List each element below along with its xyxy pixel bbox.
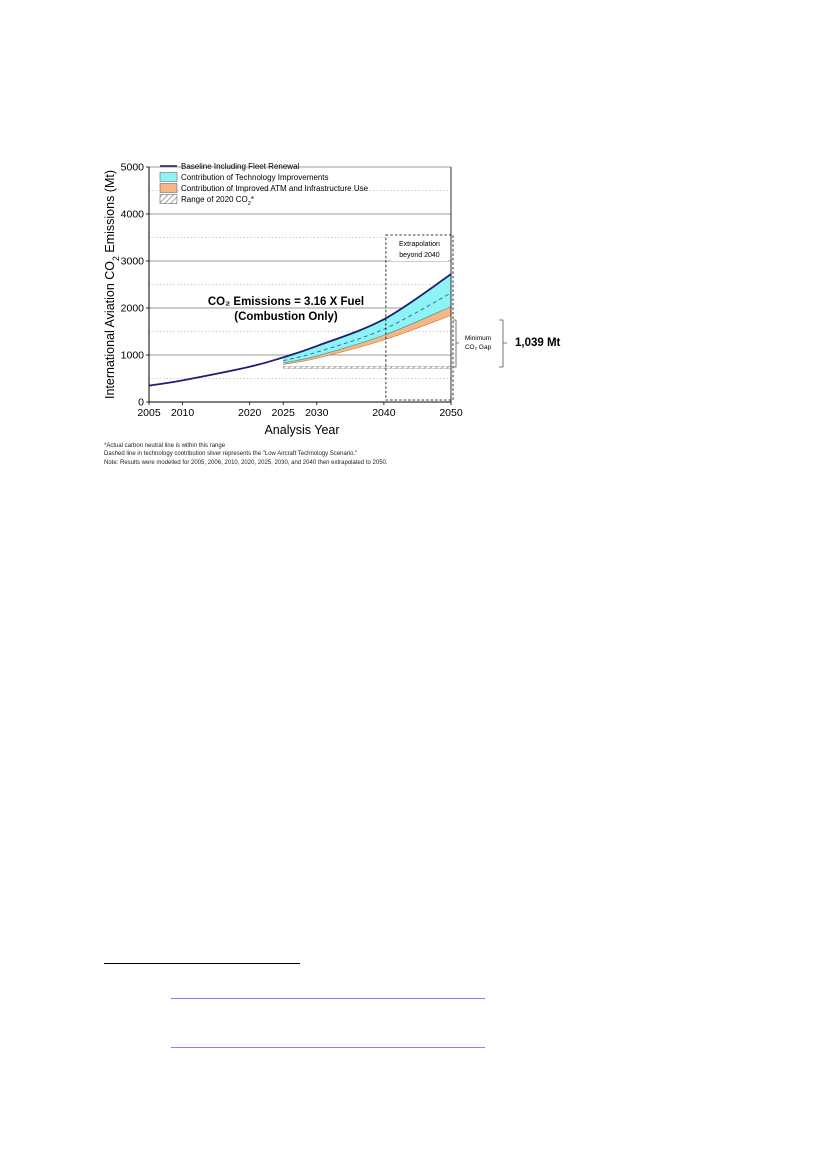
x-tick-label: 2030 xyxy=(305,407,329,419)
hyperlink-underline[interactable] xyxy=(171,1047,485,1048)
legend-swatch-box xyxy=(160,173,177,182)
x-axis-title: Analysis Year xyxy=(264,423,340,437)
chart-legend xyxy=(160,162,369,207)
legend-swatch-box xyxy=(160,184,177,193)
gap-value-label: 1,039 Mt xyxy=(515,337,561,349)
x-tick-label: 2020 xyxy=(237,407,262,419)
y-tick-label: 4000 xyxy=(120,208,144,221)
legend-label: Contribution of Technology Improvements xyxy=(181,173,329,182)
y-tick-label: 3000 xyxy=(120,255,144,268)
gap-bracket-large xyxy=(499,320,507,367)
chart-annotations xyxy=(208,235,561,400)
y-tick-label: 1000 xyxy=(120,349,144,362)
x-tick-label: 2040 xyxy=(372,407,396,419)
extrapolation-label: Extrapolation xyxy=(399,241,440,248)
min-gap-label: CO₂ Gap xyxy=(464,344,492,351)
legend-label: Baseline Including Fleet Renewal xyxy=(181,162,300,171)
gap-bracket-small xyxy=(453,320,459,367)
y-axis-title: International Aviation $CO_2$ Emissions (Mt) xyxy=(103,169,121,400)
x-tick-label: 2005 xyxy=(137,407,161,419)
co2-factor-annotation: CO₂ Emissions = 3.16 X Fuel xyxy=(207,296,365,308)
hyperlink-underline[interactable] xyxy=(171,998,485,999)
footnote-line: Dashed line in technology contribution sliver represents the "Low Aircraft Technology Scenario." xyxy=(104,451,358,458)
x-tick-label: 2025 xyxy=(271,407,295,419)
co2-factor-annotation: (Combustion Only) xyxy=(234,311,338,323)
x-tick-label: 2050 xyxy=(439,407,463,419)
extrapolation-label: beyond 2040 xyxy=(399,252,440,259)
y-tick-label: 0 xyxy=(138,396,144,409)
y-tick-label: 5000 xyxy=(120,161,144,174)
footnote-line: *Actual carbon neutral line is within this range xyxy=(104,443,226,449)
footnote-separator xyxy=(104,963,300,964)
min-gap-label: Minimum xyxy=(464,335,492,342)
x-tick-label: 2010 xyxy=(170,407,195,419)
range-2020-band xyxy=(283,366,451,368)
legend-label: Contribution of Improved ATM and Infrastructure Use xyxy=(181,184,369,193)
legend-label: Range of 2020 $CO_2*$ xyxy=(181,195,254,207)
emissions-chart xyxy=(0,0,827,470)
chart-footnotes xyxy=(104,442,664,467)
legend-swatch-hatch xyxy=(160,195,177,204)
footnote-line: Note: Results were modelled for 2005, 2006, 2010, 2020, 2025, 2030, and 2040 then extrapolated to 2050. xyxy=(104,459,388,466)
y-tick-label: 2000 xyxy=(120,302,144,315)
